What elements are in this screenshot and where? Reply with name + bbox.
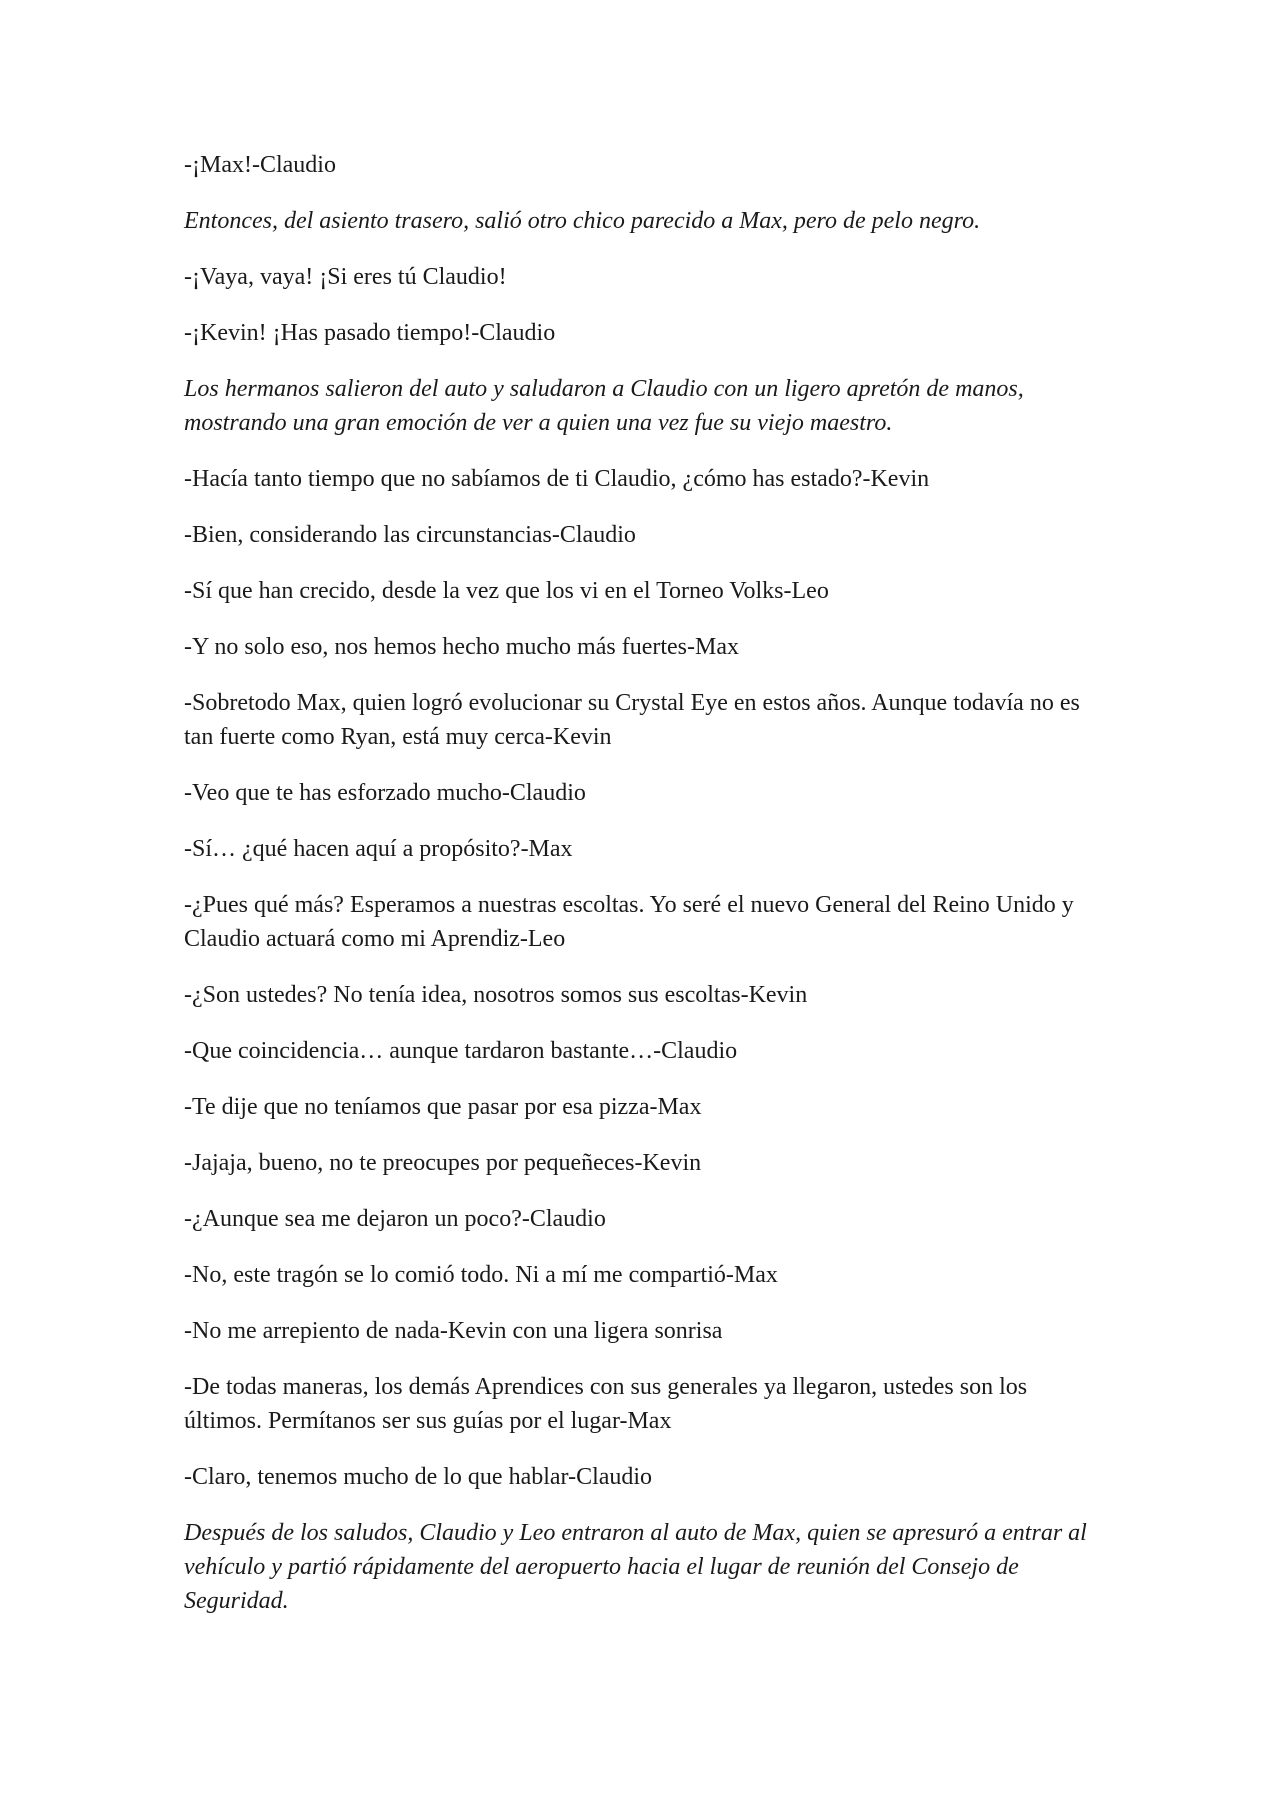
paragraph-16: -Te dije que no teníamos que pasar por esa pizza-Max: [184, 1094, 702, 1120]
paragraph-13: -¿Pues qué más? Esperamos a nuestras escoltas. Yo seré el nuevo General del Reino Unido y Claudio actuará como mi Aprendiz-Leo: [184, 892, 1074, 952]
paragraph-8: -Sí que han crecido, desde la vez que los vi en el Torneo Volks-Leo: [184, 578, 829, 604]
paragraph-3: -¡Vaya, vaya! ¡Si eres tú Claudio!: [184, 264, 507, 290]
paragraph-19: -No, este tragón se lo comió todo. Ni a mí me compartió-Max: [184, 1262, 778, 1288]
paragraph-10: -Sobretodo Max, quien logró evolucionar su Crystal Eye en estos años. Aunque todavía no es tan fuerte como Ryan, está muy cerca-Kevin: [184, 690, 1080, 750]
paragraph-12: -Sí… ¿qué hacen aquí a propósito?-Max: [184, 836, 573, 862]
paragraph-15: -Que coincidencia… aunque tardaron bastante…-Claudio: [184, 1038, 738, 1064]
paragraph-1: -¡Max!-Claudio: [184, 152, 336, 178]
paragraph-21: -De todas maneras, los demás Aprendices con sus generales ya llegaron, ustedes son los últimos. Permítanos ser sus guías por el lugar-Max: [184, 1374, 1028, 1434]
paragraph-9: -Y no solo eso, nos hemos hecho mucho más fuertes-Max: [184, 634, 739, 660]
paragraph-6: -Hacía tanto tiempo que no sabíamos de ti Claudio, ¿cómo has estado?-Kevin: [184, 466, 930, 492]
paragraph-4: -¡Kevin! ¡Has pasado tiempo!-Claudio: [184, 320, 556, 346]
paragraph-11: -Veo que te has esforzado mucho-Claudio: [184, 780, 586, 806]
narration-paragraph-5: Los hermanos salieron del auto y saludaron a Claudio con un ligero apretón de manos, mostrando una gran emoción de ver a quien una vez fue su viejo maestro.: [184, 376, 1024, 436]
paragraph-18: -¿Aunque sea me dejaron un poco?-Claudio: [184, 1206, 606, 1232]
narration-paragraph-2: Entonces, del asiento trasero, salió otro chico parecido a Max, pero de pelo negro.: [184, 208, 981, 234]
paragraph-20: -No me arrepiento de nada-Kevin con una ligera sonrisa: [184, 1318, 723, 1344]
paragraph-22: -Claro, tenemos mucho de lo que hablar-Claudio: [184, 1464, 653, 1490]
paragraph-14: -¿Son ustedes? No tenía idea, nosotros somos sus escoltas-Kevin: [184, 982, 808, 1008]
paragraph-7: -Bien, considerando las circunstancias-Claudio: [184, 522, 636, 548]
narration-paragraph-23: Después de los saludos, Claudio y Leo entraron al auto de Max, quien se apresuró a entrar al vehículo y partió rápidamente del aeropuerto hacia el lugar de reunión del Consejo de Seguridad.: [184, 1520, 1087, 1614]
document-page: [184, 148, 1104, 1640]
paragraph-17: -Jajaja, bueno, no te preocupes por pequeñeces-Kevin: [184, 1150, 702, 1176]
